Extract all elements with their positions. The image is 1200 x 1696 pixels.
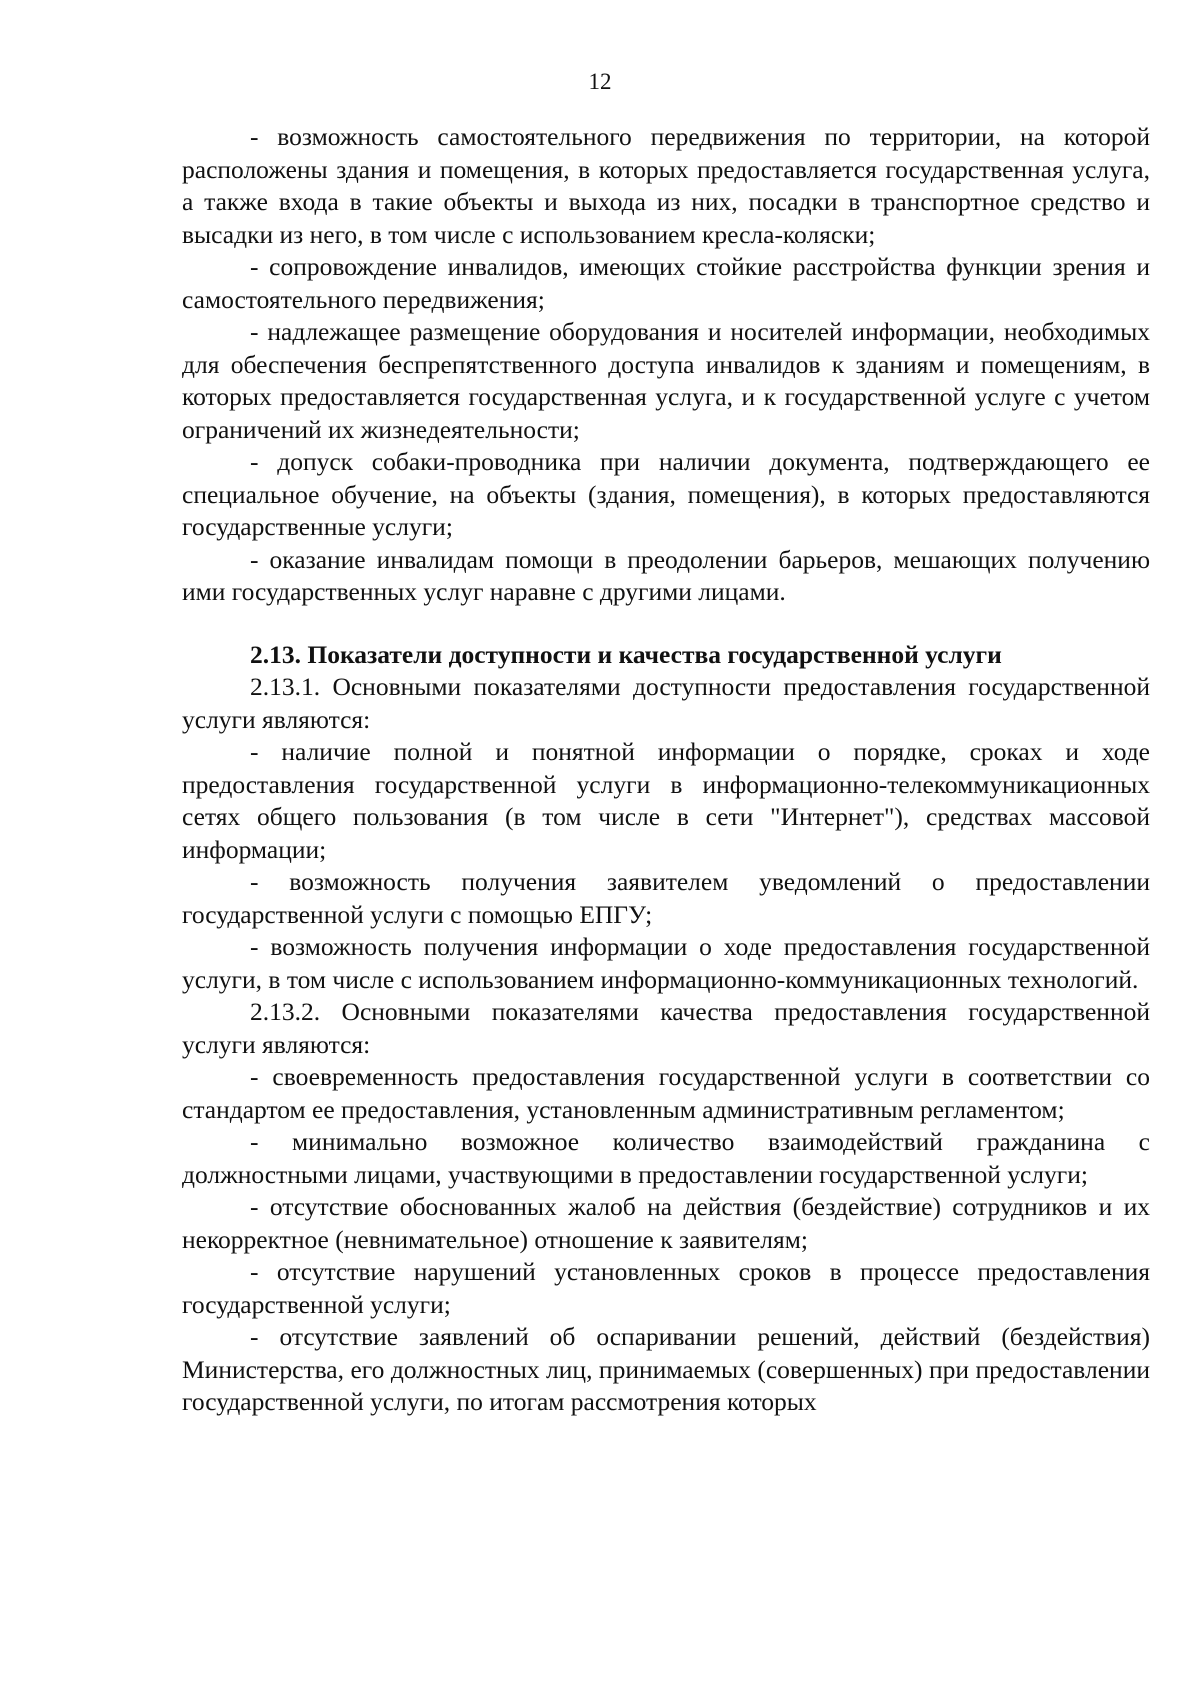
paragraph-accessibility-intro: 2.13.1. Основными показателями доступности предоставления государственной услуги являются: — [182, 672, 1150, 734]
paragraph-quality-intro: 2.13.2. Основными показателями качества предоставления государственной услуги являются: — [182, 997, 1150, 1059]
paragraph-interactions: - минимально возможное количество взаимодействий гражданина с должностными лицами, участвующими в предоставлении государственной услуги; — [182, 1127, 1150, 1189]
paragraph-timeliness: - своевременность предоставления государственной услуги в соответствии со стандартом ее предоставления, установленным административным регламентом; — [182, 1062, 1150, 1124]
paragraph-guide-dog: - допуск собаки-проводника при наличии документа, подтверждающего ее специальное обучение, на объекты (здания, помещения), в которых предоставляются государственные услуги; — [182, 447, 1150, 541]
paragraph-no-deadline-violations: - отсутствие нарушений установленных сроков в процессе предоставления государственной услуги; — [182, 1257, 1150, 1319]
paragraph-escort: - сопровождение инвалидов, имеющих стойкие расстройства функции зрения и самостоятельного передвижения; — [182, 252, 1150, 314]
paragraph-progress-info: - возможность получения информации о ходе предоставления государственной услуги, в том числе с использованием информационно-коммуникационных технологий. — [182, 932, 1150, 994]
page-number: 12 — [588, 69, 612, 94]
paragraph-notifications: - возможность получения заявителем уведомлений о предоставлении государственной услуги с помощью ЕПГУ; — [182, 867, 1150, 929]
paragraph-barrier-assistance: - оказание инвалидам помощи в преодолении барьеров, мешающих получению ими государственных услуг наравне с другими лицами. — [182, 544, 1150, 606]
paragraph-no-complaints: - отсутствие обоснованных жалоб на действия (бездействие) сотрудников и их некорректное (невнимательное) отношение к заявителям; — [182, 1192, 1150, 1254]
paragraph-mobility: - возможность самостоятельного передвижения по территории, на которой расположены здания и помещения, в которых предоставляется государственная услуга, а также входа в такие объекты и выхода из них, посадки в транспортное средство и высадки из него, в том числе с использованием кресла-коляски; — [182, 122, 1150, 249]
paragraph-information-availability: - наличие полной и понятной информации о порядке, сроках и ходе предоставления государственной услуги в информационно-телекоммуникационных сетях общего пользования (в том числе в сети "Интернет"), средствах массовой информации; — [182, 737, 1150, 864]
paragraph-equipment-placement: - надлежащее размещение оборудования и носителей информации, необходимых для обеспечения беспрепятственного доступа инвалидов к зданиям и помещениям, в которых предоставляется государственная услуга, и к государственной услуге с учетом ограничений их жизнедеятельности; — [182, 317, 1150, 444]
section-heading: 2.13. Показатели доступности и качества государственной услуги — [250, 639, 1002, 669]
page-body — [182, 121, 1150, 1419]
paragraph-no-appeals: - отсутствие заявлений об оспаривании решений, действий (бездействия) Министерства, его должностных лиц, принимаемых (совершенных) при предоставлении государственной услуги, по итогам рассмотрения которых — [182, 1322, 1150, 1416]
